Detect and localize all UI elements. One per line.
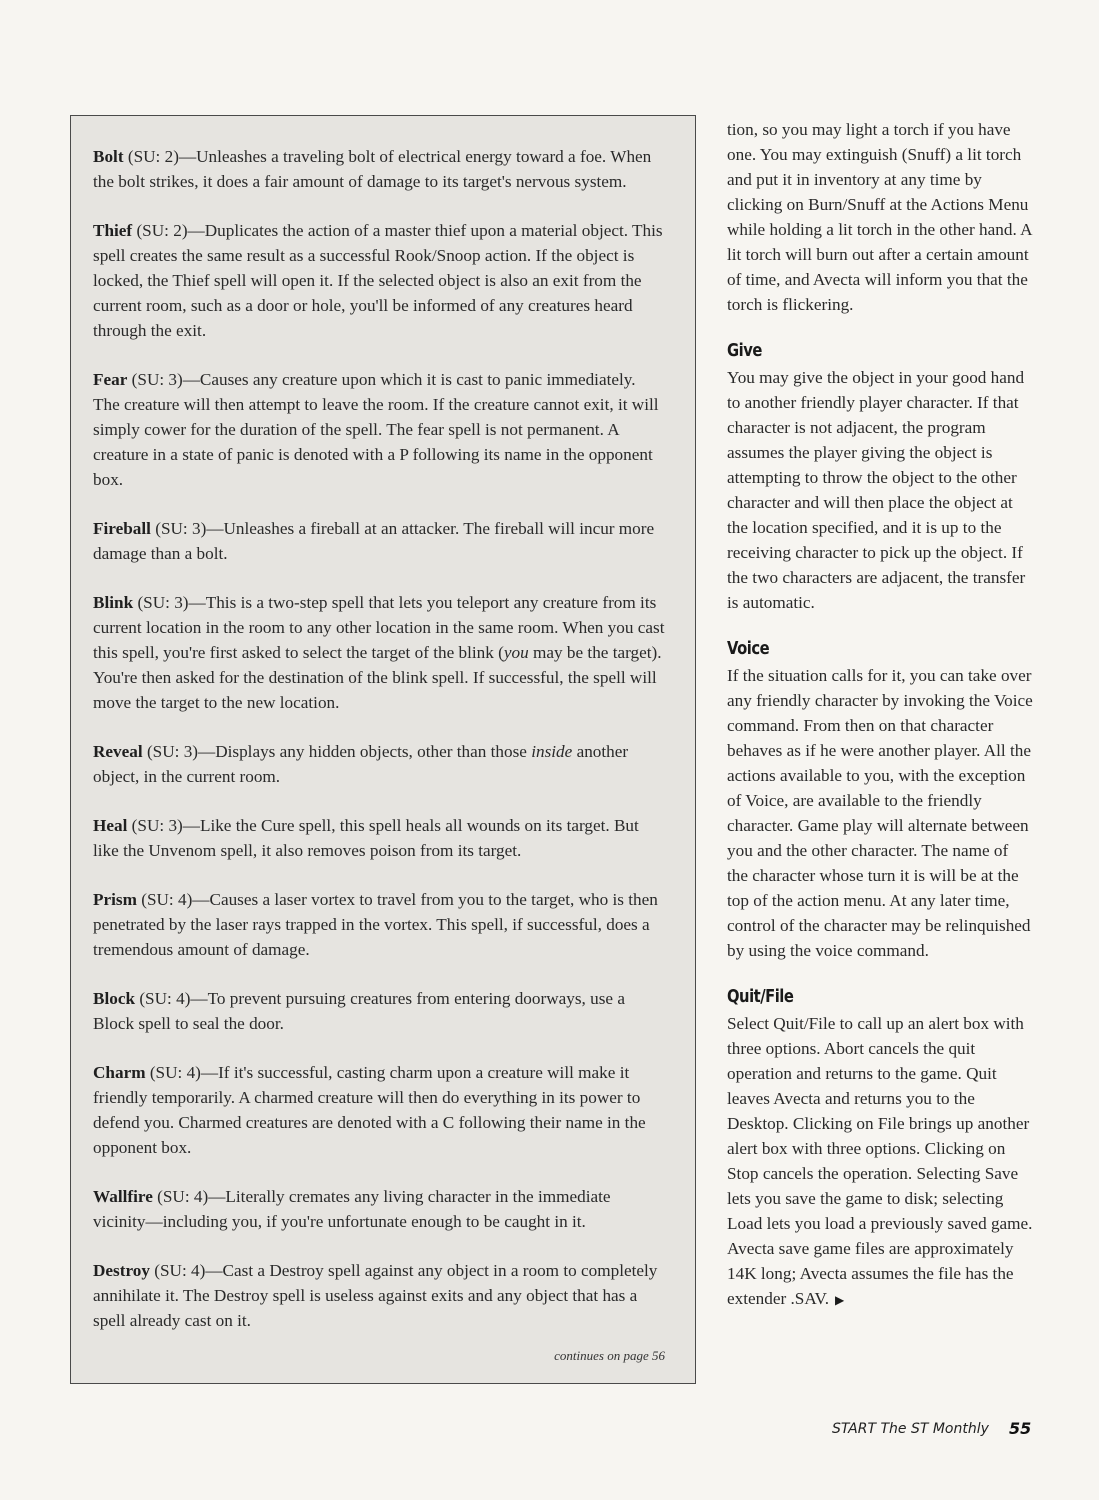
spell-name: Destroy [93,1261,150,1280]
spell-description: (SU: 3)—Causes any creature upon which it is cast to panic immediately. The creature will then attempt to leave the room. If the creature cannot exit, it will simply cower for the duration of the spell. The fear spell is not permanent. A creature in a state of panic is denoted with a P following its name in the opponent box. [93,370,659,489]
spell-entry-prism [93,887,665,962]
spell-entry-heal [93,813,665,863]
spell-description: another object, in the current room. [93,742,629,786]
continues-note: continues on page 56 [554,1348,665,1363]
spell-name: Heal [93,816,128,835]
spell-name: Prism [93,890,137,909]
spell-entry-wallfire [93,1184,665,1234]
spell-description-emphasis: inside [531,742,573,761]
spell-sidebar-box [70,115,696,1384]
spell-description: may be the target). You're then asked for the destination of the blink spell. If successful, the spell will move the target to the new location. [93,643,662,712]
right-column [727,117,1033,1313]
spell-name: Bolt [93,147,124,166]
spell-entry-blink [93,590,665,715]
spell-description: (SU: 4)—To prevent pursuing creatures from entering doorways, use a Block spell to seal the door. [93,989,625,1033]
spell-description: (SU: 3)—Unleashes a fireball at an attacker. The fireball will incur more damage than a bolt. [93,519,655,563]
spell-entry-thief [93,218,665,343]
spell-description: (SU: 4)—Literally cremates any living character in the immediate vicinity—including you, if you're unfortunate enough to be caught in it. [93,1187,611,1231]
quit-file-heading: Quit/File [727,986,794,1007]
spell-description-emphasis: you [503,643,529,662]
give-heading: Give [727,340,762,361]
voice-heading: Voice [727,638,770,659]
spell-entry-reveal [93,739,665,789]
spell-name: Fear [93,370,128,389]
quit-file-paragraph [727,1011,1033,1313]
spell-entry-fireball [93,516,665,566]
spell-description: (SU: 4)—Causes a laser vortex to travel from you to the target, who is then penetrated by the laser rays trapped in the vortex. This spell, if successful, does a tremendous amount of damage. [93,890,658,959]
spell-name: Reveal [93,742,143,761]
spell-description: (SU: 2)—Duplicates the action of a master thief upon a material object. This spell creates the same result as a successful Rook/Snoop action. If the object is locked, the Thief spell will open it. If the selected object is also an exit from the current room, such as a door or hole, you'll be informed of any creatures heard through the exit. [93,221,663,340]
spell-entry-destroy [93,1258,665,1333]
page-number: 55 [1009,1419,1032,1438]
spell-name: Fireball [93,519,151,538]
spell-name: Wallfire [93,1187,153,1206]
spell-entry-charm [93,1060,665,1160]
intro-paragraph: tion, so you may light a torch if you have one. You may extinguish (Snuff) a lit torch and put it in inventory at any time by clicking on Burn/Snuff at the Actions Menu while holding a lit torch in the other hand. A lit torch will burn out after a certain amount of time, and Avecta will inform you that the torch is flickering. [727,120,1032,314]
give-paragraph: You may give the object in your good hand to another friendly player character. If that character is not adjacent, the program assumes the player giving the object is attempting to throw the object to the other character and will then place the object at the location specified, and it is up to the receiving character to pick up the object. If the two characters are adjacent, the transfer is automatic. [727,368,1026,612]
spell-entry-bolt [93,144,665,194]
spell-entry-fear [93,367,665,492]
voice-paragraph: If the situation calls for it, you can take over any friendly character by invoking the Voice command. From then on that character behaves as if he were another player. All the actions available to you, with the exception of Voice, are available to the friendly character. Game play will alternate between you and the other character. The name of the character whose turn it is will be at the top of the action menu. At any later time, control of the character may be relinquished by using the voice command. [727,666,1033,960]
spell-description: (SU: 3)—This is a two-step spell that lets you teleport any creature from its current location in the room to any other location in the same room. When you cast this spell, you're first asked to select the target of the blink ( [93,593,665,662]
continue-arrow-icon: ▶ [835,1293,845,1307]
spell-description: (SU: 3)—Displays any hidden objects, other than those [142,742,532,761]
spell-entry-block [93,986,665,1036]
spell-description: (SU: 2)—Unleashes a traveling bolt of electrical energy toward a foe. When the bolt strikes, it does a fair amount of damage to its target's nervous system. [93,147,652,191]
quit-file-text: Select Quit/File to call up an alert box with three options. Abort cancels the quit operation and returns to the game. Quit leaves Avecta and returns you to the Desktop. Clicking on File brings up another alert box with three options. Clicking on Stop cancels the operation. Selecting Save lets you save the game to disk; selecting Load lets you load a previously saved game. Avecta save game files are approximately 14K long; Avecta assumes the file has the extender .SAV. [727,1014,1033,1308]
spell-name: Blink [93,593,134,612]
magazine-footer: START The ST Monthly [832,1421,989,1437]
spell-name: Thief [93,221,133,240]
spell-name: Charm [93,1063,146,1082]
spell-description: (SU: 3)—Like the Cure spell, this spell heals all wounds on its target. But like the Unvenom spell, it also removes poison from its target. [93,816,639,860]
spell-description: (SU: 4)—If it's successful, casting charm upon a creature will make it friendly temporarily. A charmed creature will then do everything in its power to defend you. Charmed creatures are denoted with a C following their name in the opponent box. [93,1063,646,1157]
spell-description: (SU: 4)—Cast a Destroy spell against any object in a room to completely annihilate it. The Destroy spell is useless against exits and any object that has a spell already cast on it. [93,1261,658,1330]
spell-name: Block [93,989,136,1008]
